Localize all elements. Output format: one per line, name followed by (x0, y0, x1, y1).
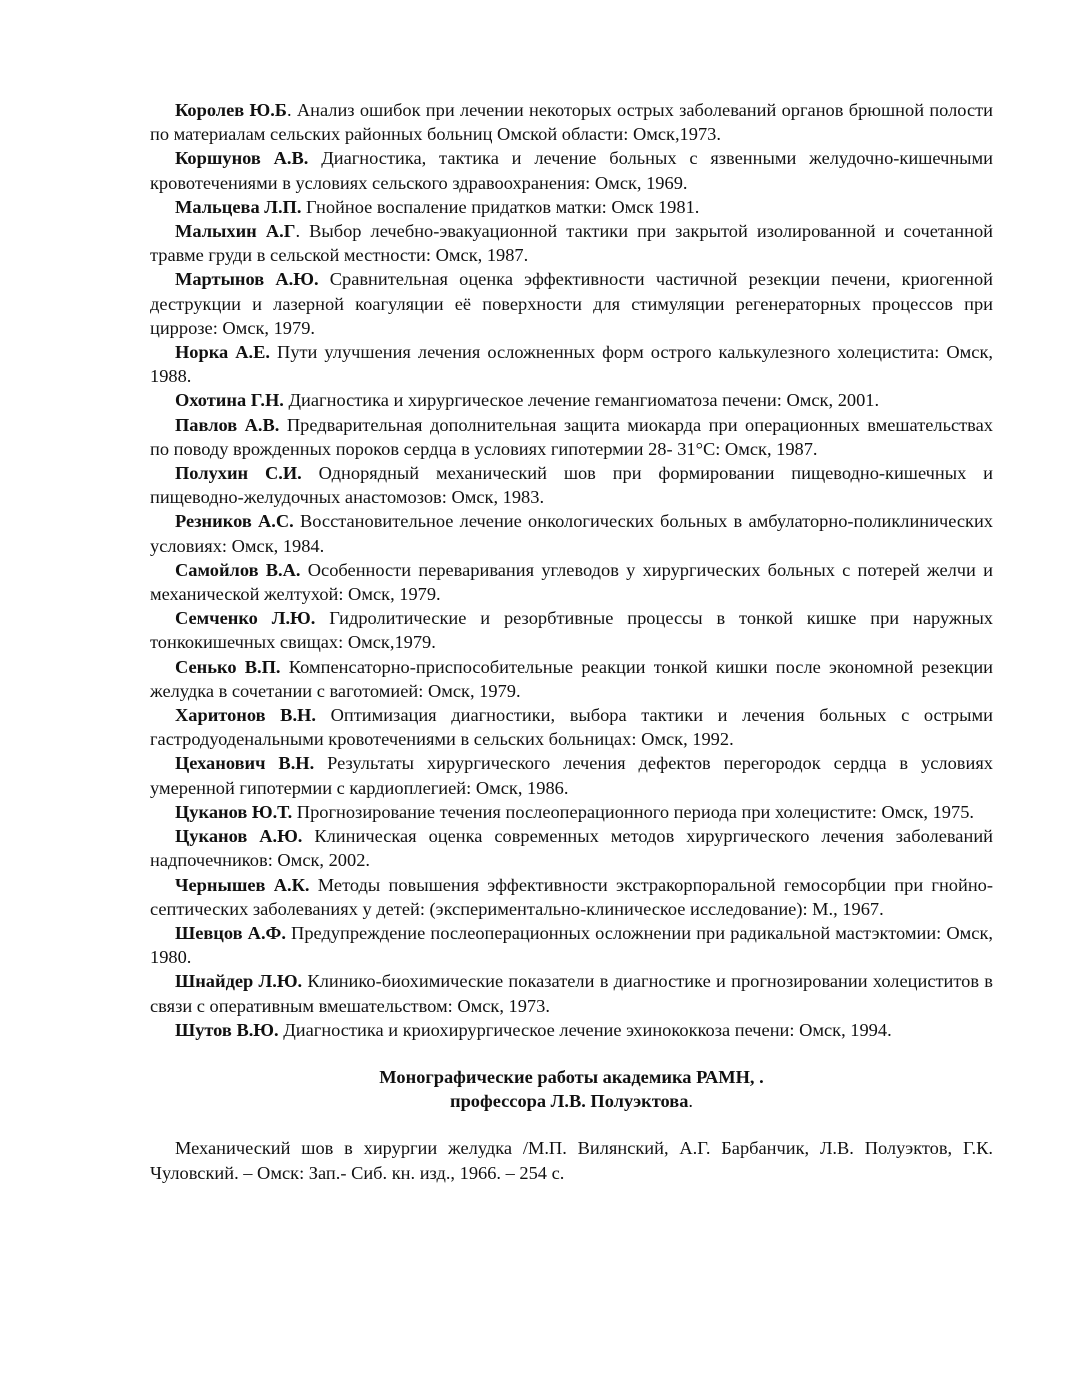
entry-author: Шнайдер Л.Ю. (175, 971, 303, 992)
entry-text: Особенности переваривания углеводов у хирургических больных с потерей желчи и механической желтухой: Омск, 1979. (150, 559, 993, 605)
entry-text: . Анализ ошибок при лечении некоторых острых заболеваний органов брюшной полости по материалам сельских районных больниц Омской области: Омск,1973. (150, 100, 993, 145)
list-item (150, 703, 993, 751)
section-heading-period: . (688, 1091, 693, 1112)
dissertation-list (150, 98, 993, 1042)
list-item (150, 800, 993, 824)
entry-author: Павлов А.В. (175, 414, 280, 435)
list-item (150, 267, 993, 340)
entry-text: Прогнозирование течения послеоперационного периода при холецистите: Омск, 1975. (292, 801, 974, 822)
list-item (150, 873, 993, 921)
entry-text: . Выбор лечебно-эвакуационной тактики при закрытой изолированной и сочетанной травме груди в сельской местности: Омск, 1987. (150, 221, 993, 266)
entry-author: Королев Ю.Б (175, 100, 287, 120)
entry-text: Гидролитические и резорбтивные процессы в тонкой кишке при наружных тонкокишечных свищах: Омск,1979. (150, 608, 993, 653)
section-heading-name: профессора Л.В. Полуэктова (449, 1091, 689, 1112)
entry-text: Пути улучшения лечения осложненных форм острого калькулезного холецистита: Омск, 1988. (150, 342, 993, 387)
entry-author: Мартынов А.Ю. (175, 269, 319, 290)
list-item (150, 824, 993, 872)
list-item (150, 509, 993, 557)
entry-author: Охотина Г.Н. (175, 390, 284, 411)
list-item (150, 461, 993, 509)
entry-author: Резников А.С. (175, 511, 294, 532)
entry-text: Клинико-биохимические показатели в диагностике и прогнозировании холециститов в связи с оперативным вмешательством: Омск, 1973. (150, 971, 993, 1016)
list-item (150, 413, 993, 461)
entry-author: Семченко Л.Ю. (175, 608, 316, 629)
monograph-entry: Механический шов в хирургии желудка /М.П. Вилянский, А.Г. Барбанчик, Л.В. Полуэктов, Г.К. Чуловский. – Омск: Зап.- Сиб. кн. изд., 1966. – 254 с. (150, 1138, 993, 1183)
entry-text: Диагностика и криохирургическое лечение эхинококкоза печени: Омск, 1994. (278, 1019, 892, 1040)
list-item (150, 340, 993, 388)
entry-text: Сравнительная оценка эффективности частичной резекции печени, криогенной деструкции и лазерной коагуляции её поверхности для стимуляции регенераторных процессов при циррозе: Омск, 1979. (150, 269, 993, 338)
entry-author: Шутов В.Ю. (175, 1019, 279, 1040)
document-page (150, 98, 993, 1185)
entry-text: Предварительная дополнительная защита миокарда при операционных вмешательствах по поводу врожденных пороков сердца в условиях гипотермии 28- 31°С: Омск, 1987. (150, 414, 993, 459)
list-item (150, 969, 993, 1017)
list-item (150, 921, 993, 969)
entry-author: Шевцов А.Ф. (175, 922, 286, 943)
entry-author: Малыхин А.Г (175, 221, 296, 242)
entry-author: Цуканов Ю.Т. (175, 801, 293, 822)
entry-text: Методы повышения эффективности экстракорпоральной гемосорбции при гнойно-септических заболеваниях у детей: (экспериментально-клиническое исследование): М., 1967. (150, 874, 994, 919)
entry-text: Результаты хирургического лечения дефектов перегородок сердца в условиях умеренной гипотермии с кардиоплегией: Омск, 1986. (150, 753, 993, 798)
section-heading-line-1: Монографические работы академика РАМН, . (379, 1066, 764, 1087)
list-item (150, 219, 993, 267)
entry-author: Цеханович В.Н. (175, 753, 315, 774)
entry-author: Коршунов А.В. (175, 148, 309, 169)
list-item (150, 606, 993, 654)
list-item (150, 98, 993, 146)
list-item (150, 195, 993, 219)
list-item (150, 751, 993, 799)
entry-author: Норка А.Е. (175, 342, 271, 363)
entry-text: Диагностика, тактика и лечение больных с язвенными желудочно-кишечными кровотечениями в условиях сельского здравоохранения: Омск, 1969. (150, 148, 994, 193)
section-heading-line-2 (150, 1089, 993, 1113)
entry-text: Оптимизация диагностики, выбора тактики и лечения больных с острыми гастродуоденальными кровотечениями в сельских больницах: Омск, 1992. (150, 705, 993, 750)
list-item (150, 558, 993, 606)
section-heading (150, 1065, 993, 1113)
entry-text: Гнойное воспаление придатков матки: Омск 1981. (301, 196, 700, 217)
entry-author: Мальцева Л.П. (175, 196, 302, 217)
entry-author: Самойлов В.А. (175, 559, 301, 580)
entry-text: Компенсаторно-приспособительные реакции тонкой кишки после экономной резекции желудка в сочетании с ваготомией: Омск, 1979. (150, 656, 994, 701)
list-item (150, 388, 993, 412)
list-item (150, 1018, 993, 1042)
list-item (150, 146, 993, 194)
entry-author: Цуканов А.Ю. (175, 826, 303, 847)
list-item (150, 655, 993, 703)
entry-author: Сенько В.П. (175, 656, 281, 677)
entry-text: Восстановительное лечение онкологических больных в амбулаторно-поликлинических условиях: Омск, 1984. (150, 511, 993, 556)
entry-author: Харитонов В.Н. (175, 705, 316, 726)
entry-text: Диагностика и хирургическое лечение гемангиоматоза печени: Омск, 2001. (283, 390, 880, 411)
entry-author: Полухин С.И. (175, 463, 302, 484)
entry-text: Клиническая оценка современных методов хирургического лечения заболеваний надпочечников: Омск, 2002. (150, 826, 993, 871)
entry-text: Однорядный механический шов при формировании пищеводно-кишечных и пищеводно-желудочных анастомозов: Омск, 1983. (150, 463, 994, 508)
entry-author: Чернышев А.К. (175, 874, 310, 895)
entry-text: Предупреждение послеоперационных осложнении при радикальной мастэктомии: Омск, 1980. (150, 922, 993, 968)
